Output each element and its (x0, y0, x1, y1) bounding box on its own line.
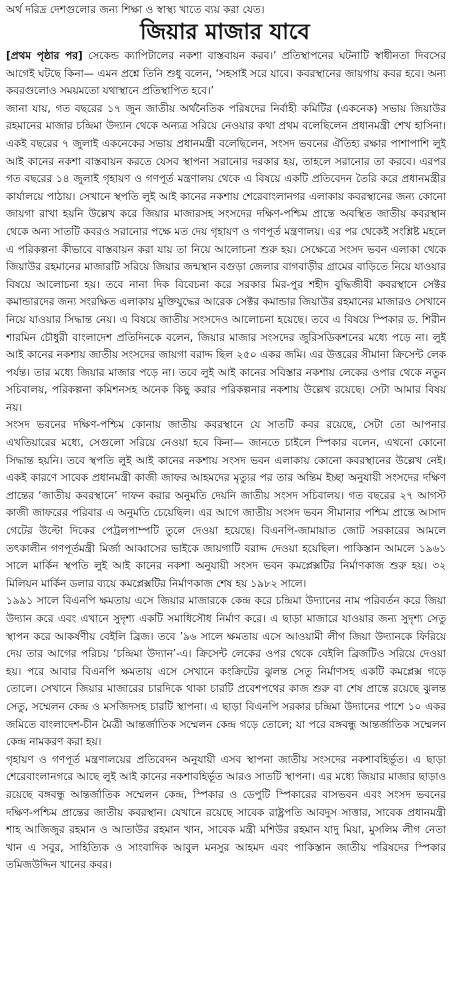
paragraph-text: সেকেন্ড ক্যাপিটালের নকশা বাস্তবায়ন করব।’ প্রতিস্থাপনের ঘটনাটি স্বাধীনতা দিবসের আগেই ঘটছে কিনা— এমন প্রশ্নে তিনি শুধু বলেন, ‘সহসাই সরে যাবে। কবরস্থানের জায়গায় কবর হবে। অন্য কবরগুলোও সময়মতো যথাস্থানে প্রতিস্থাপিত হবে।’ (6, 50, 446, 98)
article-paragraph: গৃহায়ণ ও গণপূর্ত মন্ত্রণালয়ের প্রতিবেদন অনুযায়ী এসব স্থাপনা জাতীয় সংসদের নকশাবহির্ভূত। এ ছাড়া শেরেবাংলানগরে আছে লুই আই কানের নকশাবহির্ভূত আরও সাতটি স্থাপনা। এর মধ্যে জিয়ার মাজার ছাড়াও রয়েছে বঙ্গবন্ধু আন্তর্জাতিক সম্মেলন কেন্দ্র, স্পিকার ও ডেপুটি স্পিকারের বাসভবন এবং সংসদ ভবনের দক্ষিণ-পশ্চিম প্রান্তের জাতীয় কবরস্থান। যেখানে রয়েছে সাবেক রাষ্ট্রপতি আবদুস সাত্তার, সাবেক প্রধানমন্ত্রী শাহ আজিজুর রহমান ও আতাউর রহমান খান, সাবেক মন্ত্রী মশিউর রহমান যাদু মিয়া, মুসলিম লীগ নেতা খান এ সবুর, সাহিত্যিক ও সাংবাদিক আবুল মনসুর আহমদ এবং পাকিস্তান জাতীয় পরিষদের স্পিকার তমিজউদ্দিন খানের কবর। (6, 753, 446, 872)
article-headline: জিয়ার মাজার যাবে (140, 20, 310, 45)
article-paragraph: জানা যায়, গত বছরের ১৭ জুন জাতীয় অর্থনৈতিক পরিষদের নির্বাহী কমিটির (একনেক) সভায় জিয়াউর রহমানের মাজার চন্দ্রিমা উদ্যান থেকে অন্যত্র সরিয়ে নেওয়ার কথা প্রথম বলেছিলেন প্রধানমন্ত্রী শেখ হাসিনা। একই বছরের ৭ জুলাই একনেকের সভায় প্রধানমন্ত্রী বলেছিলেন, সংসদ ভবনের ঐতিহ্য রক্ষার পাশাপাশি লুই আই কানের নকশা বাস্তবায়ন করতে যেসব স্থাপনা সরানোর দরকার হয়, তাহলে সরানোর তা করবে। এরপর গত বছরের ১৪ জুলাই গৃহায়ণ ও গণপূর্ত মন্ত্রণালয় থেকে এ বিষয়ে একটি প্রতিবেদন তৈরি করে প্রধানমন্ত্রীর কার্যালয়ে পাঠায়। সেখানে স্থপতি লুই আই কানের নকশায় শেরেবাংলানগর এলাকায় কবরস্থানের জন্য কোনো জায়গা রাখা হয়নি উল্লেখ করে জিয়ার মাজারসহ সংসদের দক্ষিণ-পশ্চিম প্রান্তে অবস্থিত জাতীয় কবরস্থান থেকে অন্য সাতটি কবরও সরানোর পক্ষে মত দেয় গৃহায়ণ ও গণপূর্ত মন্ত্রণালয়। এর পর থেকেই সংশ্লিষ্ট মহলে এ পরিকল্পনা কীভাবে বাস্তবায়ন করা যায় তা নিয়ে আলোচনা শুরু হয়। সেক্ষেত্রে সংসদ ভবন এলাকা থেকে জিয়াউর রহমানের মাজারটি সরিয়ে জিয়ার জন্মস্থান বগুড়া জেলার বাগবাড়ীর গ্রামের বাড়িতে নিয়ে যাওয়ার বিষয়ে আলোচনা হয়। তবে নানা দিক বিবেচনা করে সরকার মির-পুর শহীদ বুদ্ধিজীবী কবরস্থানে সেক্টর কমান্ডারদের জন্য সংরক্ষিত এলাকায় মুক্তিযুদ্ধের আরেক সেক্টর কমান্ডার জিয়াউর রহমানের মাজারও সেখানে নিয়ে যাওয়ার সিদ্ধান্ত নেয়। এ বিষয়ে জাতীয় সংসদেও আলোচনা হয়েছে। তবে এ বিষয়ে স্পিকার ড. শিরীন শারমিন চৌধুরী বাংলাদেশ প্রতিদিনকে বলেন, জিয়ার মাজার সংসদের জুরিসডিকশনের মধ্যে পড়ে না। লুই আই কানের নকশায় জাতীয় সংসদের জায়গা বরাদ্দ ছিল ২৫০ একর জমি। এর উত্তরের সীমানা ক্রিসেন্ট লেক পর্যন্ত। তার মধ্যে জিয়ার মাজার পড়ে না। তবে লুই আই কানের সবিস্তার নকশায় লেকের ওপার থেকে নতুন সচিবালয়, পরিকল্পনা কমিশনসহ অনেক কিছু করার পরিকল্পনার নকশায় উল্লেখ রয়েছে। সেটা আমার বিষয় নয়। (6, 102, 446, 414)
continued-from-front-page-label: [প্রথম পৃষ্ঠার পর] (6, 50, 83, 62)
article-paragraph: সংসদ ভবনের দক্ষিণ-পশ্চিম কোনায় জাতীয় কবরস্থানে যে সাতটি কবর রয়েছে, সেটা তো আপনার এখতিয়ারের মধ্যে, সেগুলো সরিয়ে নেওয়া হবে কিনা— জানতে চাইলে স্পিকার বলেন, এখনো কোনো সিদ্ধান্ত হয়নি। তবে স্থপতি লুই আই কানের নকশায় সংসদ ভবন এলাকায় কোনো কবরস্থানের উল্লেখ নেই। একই কারণে সাবেক প্রধানমন্ত্রী কাজী জাফর আহমদের মৃত্যুর পর তার অন্তিম ইচ্ছা অনুযায়ী সংসদের দক্ষিণ প্রান্তের ‘জাতীয় কবরস্থানে’ দাফন করার অনুমতি দেয়নি জাতীয় সংসদ সচিবালয়। গত বছরের ২৭ আগস্ট কাজী জাফরের পরিবার এ অনুমতি চেয়েছিল। এর আগে জাতীয় সংসদ ভবন সীমানার পশ্চিম প্রান্তে আসাদ গেটের উল্টো দিকের পেট্রলপাম্পটি তুলে দেওয়া হয়েছে। বিএনপি-জামায়াত জোট সরকারের আমলে তৎকালীন গণপূর্তমন্ত্রী মির্জা আব্বাসের ভাইকে জায়গাটি বরাদ্দ দেওয়া হয়েছিল। পাকিস্তান আমলে ১৯৬১ সালে মার্কিন স্থপতি লুই আই কানের নকশা অনুযায়ী সংসদ ভবন কমপ্লেক্সটির নির্মাণকাজ শুরু হয়। ৩২ মিলিয়ন মার্কিন ডলার ব্যয়ে কমপ্লেক্সটির নির্মাণকাজ শেষ হয় ১৯৮২ সালে। (6, 419, 446, 590)
previous-article-end-line: অর্থ দরিদ্র দেশগুলোর জন্য শিক্ষা ও স্বাস্থ্য খাতে ব্যয় করা যেত। (6, 4, 265, 16)
article-body (6, 48, 446, 978)
article-paragraph (6, 48, 446, 101)
article-paragraph: ১৯৯১ সালে বিএনপি ক্ষমতায় এসে জিয়ার মাজারকে কেন্দ্র করে চন্দ্রিমা উদ্যানের নাম পরিবর্তন করে জিয়া উদ্যান করে এবং এখানে সুদৃশ্য একটি সমাধিসৌধ নির্মাণ করে। এ ছাড়া মাজারে যাওয়ার জন্য সুদৃশ্য সেতু স্থাপন করে আকর্ষণীয় বেইলি ব্রিজ। তবে ’৯৬ সালে ক্ষমতায় এসে আওয়ামী লীগ জিয়া উদ্যানকে ফিরিয়ে দেয় তার আগের পরিচয় ‘চন্দ্রিমা উদ্যান’-এ। ক্রিসেন্ট লেকের ওপর থেকে বেইলি ব্রিজটিও সরিয়ে দেওয়া হয়। পরে আবার বিএনপি ক্ষমতায় এসে সেখানে কংক্রিটের ঝুলন্ত সেতু নির্মাণসহ একটি কমপ্লেক্স গড়ে তোলে। সেখানে জিয়ার মাজারের চারদিকে থাকা চারটি প্রবেশপথের কাজ শুরু বা শেষ প্রান্তে রয়েছে ঝুলন্ত সেতু, সম্মেলন কেন্দ্র ও মসজিদসহ চারটি স্থাপনা। এ ছাড়া বিএনপি সরকার চন্দ্রিমা উদ্যানের পাশে ১০ একর জমিতে বাংলাদেশ-চীন মৈত্রী আন্তর্জাতিক সম্মেলন কেন্দ্র গড়ে তোলে; যা পরে বঙ্গবন্ধু আন্তর্জাতিক সম্মেলন কেন্দ্র নামকরণ করা হয়। (6, 595, 446, 749)
